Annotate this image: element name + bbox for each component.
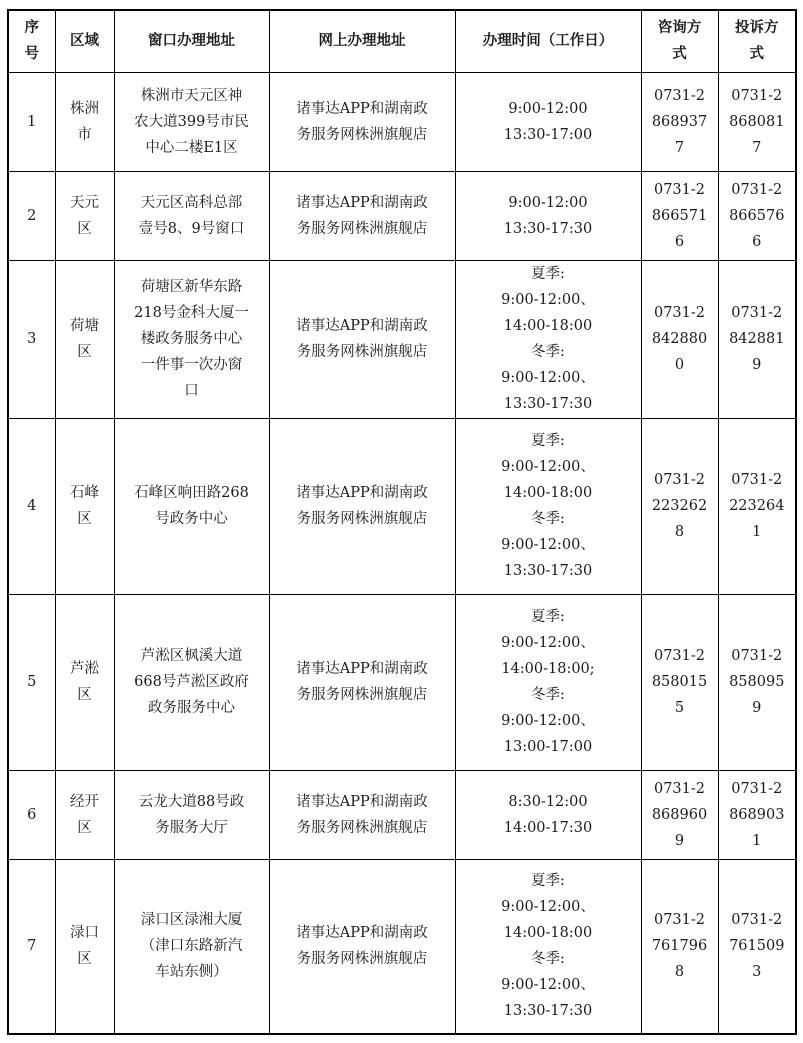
seq-cell: 4 [8, 418, 55, 594]
cell-line: 7 [752, 139, 762, 156]
cell-line: 渌口 [70, 925, 99, 942]
cell-line: 9:00-12:00 [508, 100, 588, 117]
cell-line: 诸事达APP和湖南政 [296, 318, 428, 334]
cell-line: 7 [674, 139, 685, 156]
cell-line: 0731-2 [731, 912, 783, 929]
window-address-cell [114, 418, 269, 594]
cell-line: 荷塘 [70, 318, 99, 334]
cell-line: 冬季: [531, 951, 565, 968]
cell-line: 14:00-18:00 [503, 485, 593, 501]
online-address-cell [269, 171, 455, 260]
window-address-cell [114, 594, 269, 770]
cell-line: 窗口办理地址 [148, 32, 235, 50]
cell-line: 区 [77, 220, 92, 237]
cell-line: 渌口区渌湘大厦 [140, 912, 243, 929]
window-address-cell [114, 171, 269, 260]
cell-line: 14:00-17:30 [503, 819, 593, 836]
seq-cell: 3 [8, 260, 55, 418]
cell-line: 咨询方 [657, 19, 702, 37]
seq-cell: 5 [8, 594, 55, 770]
cell-line: 务服务网株洲旗舰店 [296, 511, 428, 527]
cell-line: 夏季: [531, 266, 565, 282]
cell-line: 号政务中心 [155, 511, 228, 527]
cell-line: 株洲 [70, 100, 99, 117]
cell-line: 14:00-18:00 [503, 925, 593, 942]
cell-line: 区 [77, 344, 92, 360]
table-row [8, 260, 796, 418]
cell-line: 13:30-17:30 [503, 220, 593, 237]
hours-cell [455, 72, 641, 171]
cell-line: 858095 [729, 674, 785, 690]
cell-line: 芦淞 [70, 661, 99, 677]
complaint-phone-cell [718, 859, 796, 1034]
cell-line: 壹号8、9号窗口 [138, 220, 245, 237]
consult-phone-cell [641, 770, 718, 859]
complaint-phone-cell [718, 594, 796, 770]
cell-line: 5 [674, 700, 685, 716]
cell-line: 区 [77, 511, 92, 527]
cell-line: 芦淞区枫溪大道 [140, 648, 243, 664]
cell-line: 市 [77, 126, 92, 143]
consult-phone-cell [641, 594, 718, 770]
cell-line: 车站东侧） [155, 964, 228, 981]
header-region [55, 10, 114, 72]
cell-line: 858015 [651, 674, 708, 690]
cell-line: 冬季: [531, 511, 565, 527]
hours-cell [455, 260, 641, 418]
cell-line: 务服务网株洲旗舰店 [296, 951, 428, 968]
cell-line: 868903 [729, 806, 785, 823]
cell-line: 冬季: [531, 344, 565, 360]
cell-line: 14:00-18:00 [503, 318, 593, 334]
consult-phone-cell [641, 260, 718, 418]
table-row [8, 171, 796, 260]
cell-line: 9:00-12:00、 [501, 537, 595, 553]
cell-line: 株洲市天元区神 [140, 87, 243, 104]
cell-line: 序 [24, 19, 39, 37]
cell-line: 天元区高科总部 [140, 194, 243, 211]
cell-line: 政务服务中心 [148, 700, 235, 716]
cell-line: 号 [24, 45, 39, 63]
region-cell [55, 418, 114, 594]
cell-line: 9:00-12:00、 [501, 370, 595, 386]
cell-line: 天元 [70, 194, 99, 211]
cell-line: 9:00-12:00、 [501, 899, 595, 916]
cell-line: 9:00-12:00、 [501, 977, 595, 994]
cell-line: 网上办理地址 [318, 32, 406, 50]
cell-line: 云龙大道88号政 [138, 793, 245, 810]
cell-line: 夏季: [531, 609, 565, 625]
cell-line: 诸事达APP和湖南政 [296, 925, 428, 942]
header-window-address [114, 10, 269, 72]
header-online-address [269, 10, 455, 72]
cell-line: 868937 [651, 113, 708, 130]
cell-line: 13:30-17:30 [503, 1003, 593, 1020]
window-address-cell [114, 770, 269, 859]
consult-phone-cell [641, 72, 718, 171]
hours-cell [455, 171, 641, 260]
cell-line: 0731-2 [653, 780, 706, 797]
cell-line: 务服务大厅 [155, 819, 228, 836]
hours-cell [455, 594, 641, 770]
region-cell [55, 72, 114, 171]
cell-line: 9:00-12:00 [508, 194, 588, 211]
complaint-phone-cell [718, 770, 796, 859]
online-address-cell [269, 260, 455, 418]
cell-line: 务服务网株洲旗舰店 [296, 687, 428, 703]
header-seq [8, 10, 55, 72]
cell-line: 866571 [651, 207, 708, 224]
cell-line: 式 [672, 45, 687, 63]
hours-cell [455, 418, 641, 594]
cell-line: 868081 [729, 113, 785, 130]
hours-cell [455, 859, 641, 1034]
complaint-phone-cell [718, 72, 796, 171]
cell-line: 0731-2 [731, 305, 783, 321]
cell-line: 经开 [70, 793, 99, 810]
cell-line: 9:00-12:00、 [501, 459, 595, 475]
region-cell [55, 260, 114, 418]
cell-line: 务服务网株洲旗舰店 [296, 220, 428, 237]
online-address-cell [269, 859, 455, 1034]
cell-line: 13:30-17:30 [503, 563, 593, 579]
cell-line: 区 [77, 819, 92, 836]
cell-line: 13:30-17:00 [503, 126, 593, 143]
table-row [8, 770, 796, 859]
cell-line: 0731-2 [653, 305, 706, 321]
cell-line: 0731-2 [731, 87, 783, 104]
cell-line: 0731-2 [731, 780, 783, 797]
seq-cell: 1 [8, 72, 55, 171]
table-row [8, 72, 796, 171]
table-row [8, 859, 796, 1034]
region-cell [55, 770, 114, 859]
cell-line: 办理时间（工作日） [482, 32, 614, 50]
cell-line: 6 [752, 233, 762, 250]
service-table [7, 9, 797, 1035]
seq-cell: 6 [8, 770, 55, 859]
cell-line: 868960 [651, 806, 708, 823]
online-address-cell [269, 72, 455, 171]
cell-line: 9:00-12:00、 [501, 635, 595, 651]
cell-line: 761796 [651, 938, 708, 955]
consult-phone-cell [641, 859, 718, 1034]
online-address-cell [269, 594, 455, 770]
cell-line: 诸事达APP和湖南政 [296, 793, 428, 810]
cell-line: 0731-2 [731, 181, 783, 198]
cell-line: 夏季: [531, 873, 565, 890]
complaint-phone-cell [718, 171, 796, 260]
region-cell [55, 594, 114, 770]
cell-line: 0731-2 [653, 648, 706, 664]
region-cell [55, 859, 114, 1034]
cell-line: 0731-2 [653, 472, 706, 488]
window-address-cell [114, 859, 269, 1034]
seq-cell: 7 [8, 859, 55, 1034]
cell-line: 务服务网株洲旗舰店 [296, 126, 428, 143]
cell-line: 223262 [651, 498, 708, 514]
cell-line: 0731-2 [731, 648, 783, 664]
window-address-cell [114, 72, 269, 171]
cell-line: 6 [674, 233, 685, 250]
cell-line: 一件事一次办窗 [140, 357, 243, 373]
online-address-cell [269, 770, 455, 859]
cell-line: 0731-2 [653, 912, 706, 929]
cell-line: 夏季: [531, 433, 565, 449]
cell-line: 区 [77, 951, 92, 968]
table-row [8, 594, 796, 770]
cell-line: 1 [752, 524, 762, 540]
cell-line: 8 [674, 964, 685, 981]
cell-line: （津口东路新汽 [140, 938, 243, 955]
cell-line: 761509 [729, 938, 785, 955]
header-consult [641, 10, 718, 72]
complaint-phone-cell [718, 260, 796, 418]
hours-cell [455, 770, 641, 859]
cell-line: 842880 [651, 331, 708, 347]
header-hours [455, 10, 641, 72]
cell-line: 区 [77, 687, 92, 703]
cell-line: 13:30-17:30 [503, 396, 593, 412]
header-row [8, 10, 796, 72]
cell-line: 223264 [729, 498, 785, 514]
cell-line: 中心二楼E1区 [145, 139, 238, 156]
cell-line: 0731-2 [653, 87, 706, 104]
cell-line: 0731-2 [731, 472, 783, 488]
cell-line: 石峰 [70, 485, 99, 501]
cell-line: 218号金科大厦一 [134, 305, 249, 321]
cell-line: 0731-2 [653, 181, 706, 198]
cell-line: 区域 [70, 32, 99, 50]
cell-line: 3 [752, 964, 762, 981]
consult-phone-cell [641, 418, 718, 594]
cell-line: 诸事达APP和湖南政 [296, 661, 428, 677]
cell-line: 楼政务服务中心 [140, 331, 243, 347]
cell-line: 投诉方 [735, 19, 779, 37]
cell-line: 式 [749, 45, 764, 63]
cell-line: 668号芦淞区政府 [134, 674, 249, 690]
cell-line: 9:00-12:00、 [501, 292, 595, 308]
table-row [8, 418, 796, 594]
cell-line: 冬季: [531, 687, 565, 703]
region-cell [55, 171, 114, 260]
cell-line: 9 [752, 357, 762, 373]
cell-line: 务服务网株洲旗舰店 [296, 344, 428, 360]
cell-line: 诸事达APP和湖南政 [296, 194, 428, 211]
cell-line: 石峰区响田路268 [134, 485, 249, 501]
cell-line: 诸事达APP和湖南政 [296, 485, 428, 501]
cell-line: 0 [674, 357, 685, 373]
cell-line: 866576 [729, 207, 785, 224]
cell-line: 9 [752, 700, 762, 716]
cell-line: 14:00-18:00; [501, 661, 595, 677]
cell-line: 9:00-12:00、 [501, 713, 595, 729]
cell-line: 8 [674, 524, 685, 540]
seq-cell: 2 [8, 171, 55, 260]
cell-line: 口 [184, 383, 199, 399]
cell-line: 9 [674, 832, 685, 849]
cell-line: 诸事达APP和湖南政 [296, 100, 428, 117]
complaint-phone-cell [718, 418, 796, 594]
window-address-cell [114, 260, 269, 418]
cell-line: 务服务网株洲旗舰店 [296, 819, 428, 836]
cell-line: 8:30-12:00 [508, 793, 588, 810]
cell-line: 842881 [729, 331, 785, 347]
consult-phone-cell [641, 171, 718, 260]
cell-line: 荷塘区新华东路 [140, 279, 243, 295]
cell-line: 农大道399号市民 [134, 113, 249, 130]
online-address-cell [269, 418, 455, 594]
cell-line: 13:00-17:00 [503, 739, 593, 755]
header-complaint [718, 10, 796, 72]
cell-line: 1 [752, 832, 762, 849]
